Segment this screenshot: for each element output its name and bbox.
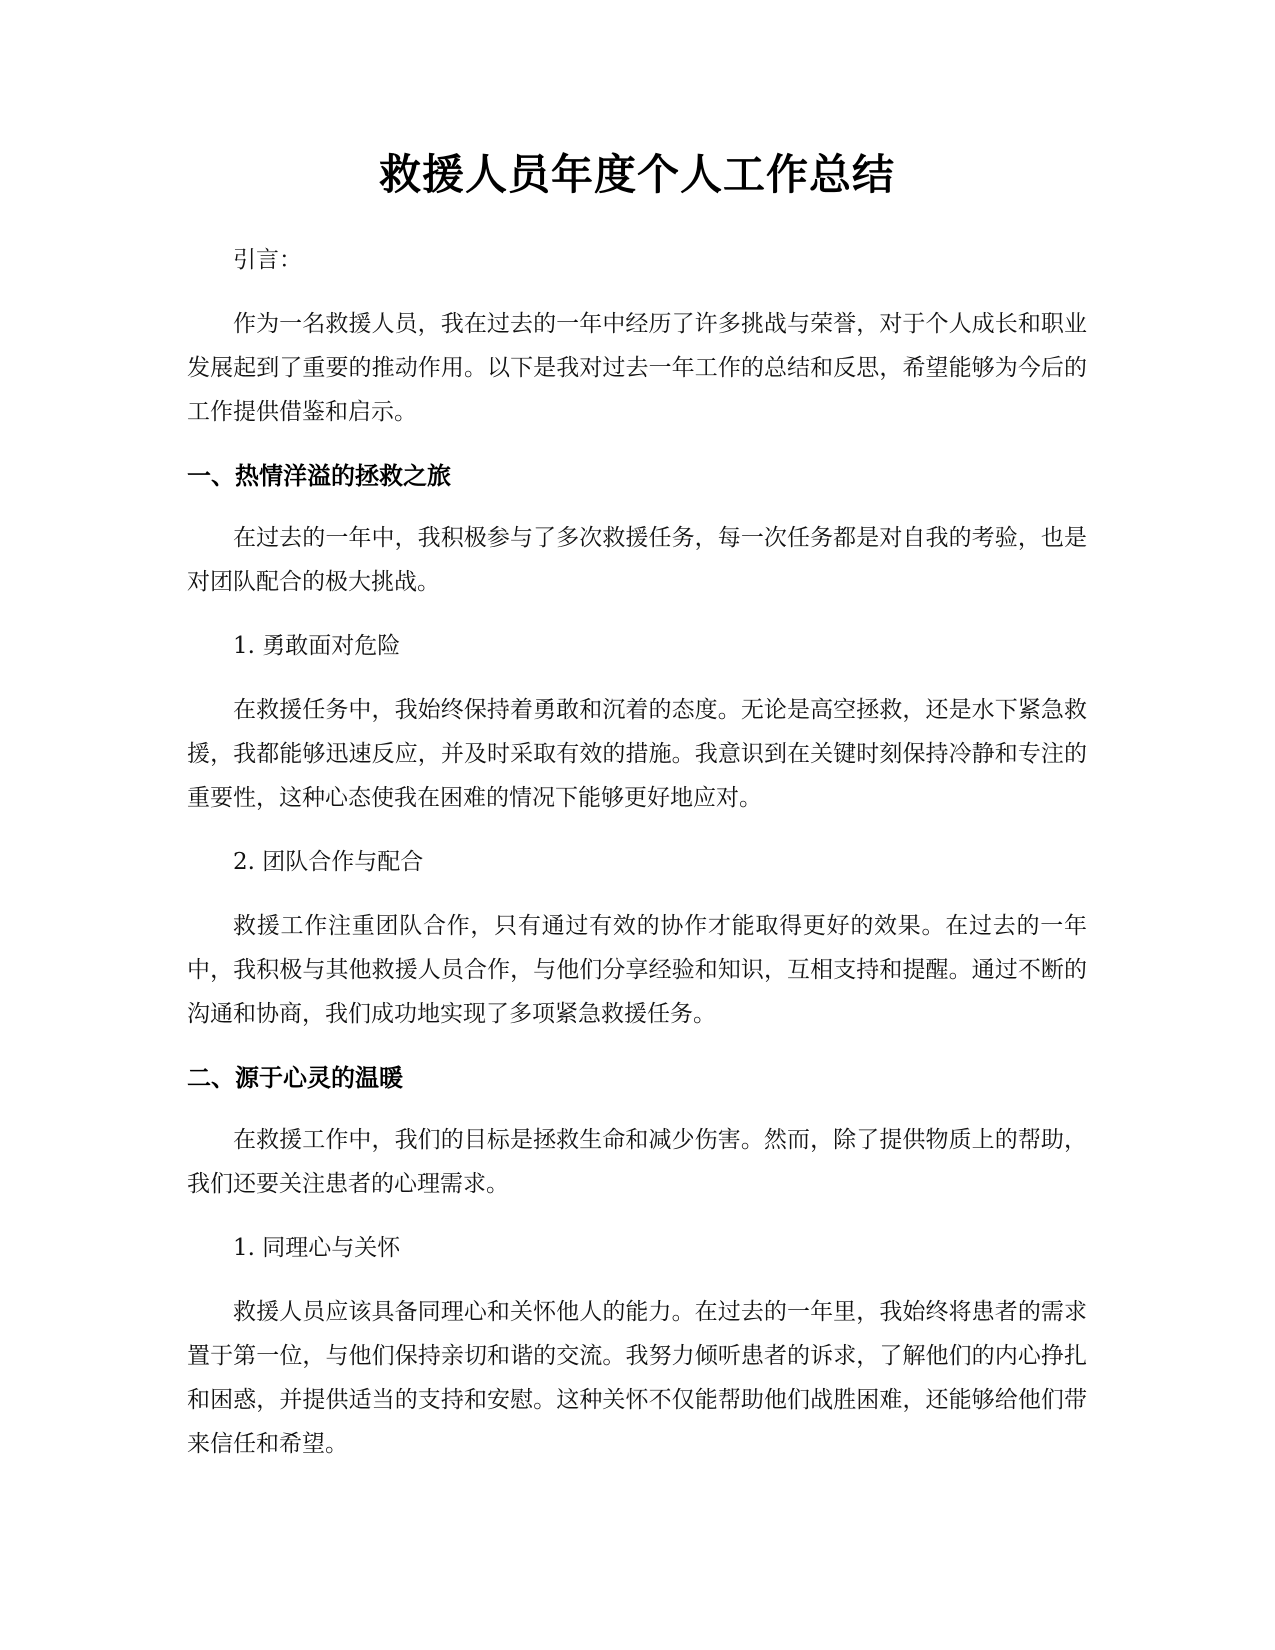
document-body [187,146,1087,1486]
section-heading-1: 一、热情洋溢的拯救之旅 [187,462,451,490]
section-heading-2: 二、源于心灵的温暖 [187,1064,403,1092]
section-intro-2: 在救援工作中，我们的目标是拯救生命和减少伤害。然而，除了提供物质上的帮助，我们还要关注患者的心理需求。 [187,1127,1087,1197]
intro-paragraph: 作为一名救援人员，我在过去的一年中经历了许多挑战与荣誉，对于个人成长和职业发展起到了重要的推动作用。以下是我对过去一年工作的总结和反思，希望能够为今后的工作提供借鉴和启示。 [187,311,1087,425]
subsection-text-1-1: 在救援任务中，我始终保持着勇敢和沉着的态度。无论是高空拯救，还是水下紧急救援，我都能够迅速反应，并及时采取有效的措施。我意识到在关键时刻保持冷静和专注的重要性，这种心态使我在困难的情况下能够更好地应对。 [187,697,1087,811]
subsection-text-1-2: 救援工作注重团队合作，只有通过有效的协作才能取得更好的效果。在过去的一年中，我积极与其他救援人员合作，与他们分享经验和知识，互相支持和提醒。通过不断的沟通和协商，我们成功地实现了多项紧急救援任务。 [187,913,1087,1027]
subsection-label-2-1: 1. 同理心与关怀 [233,1235,401,1261]
subsection-text-2-1: 救援人员应该具备同理心和关怀他人的能力。在过去的一年里，我始终将患者的需求置于第一位，与他们保持亲切和谐的交流。我努力倾听患者的诉求，了解他们的内心挣扎和困惑，并提供适当的支持和安慰。这种关怀不仅能帮助他们战胜困难，还能够给他们带来信任和希望。 [187,1299,1087,1457]
intro-label: 引言： [233,247,302,273]
subsection-label-1-2: 2. 团队合作与配合 [233,849,424,875]
subsection-label-1-1: 1. 勇敢面对危险 [233,633,401,659]
section-intro-1: 在过去的一年中，我积极参与了多次救援任务，每一次任务都是对自我的考验，也是对团队配合的极大挑战。 [187,525,1087,595]
document-title: 救援人员年度个人工作总结 [378,150,895,199]
